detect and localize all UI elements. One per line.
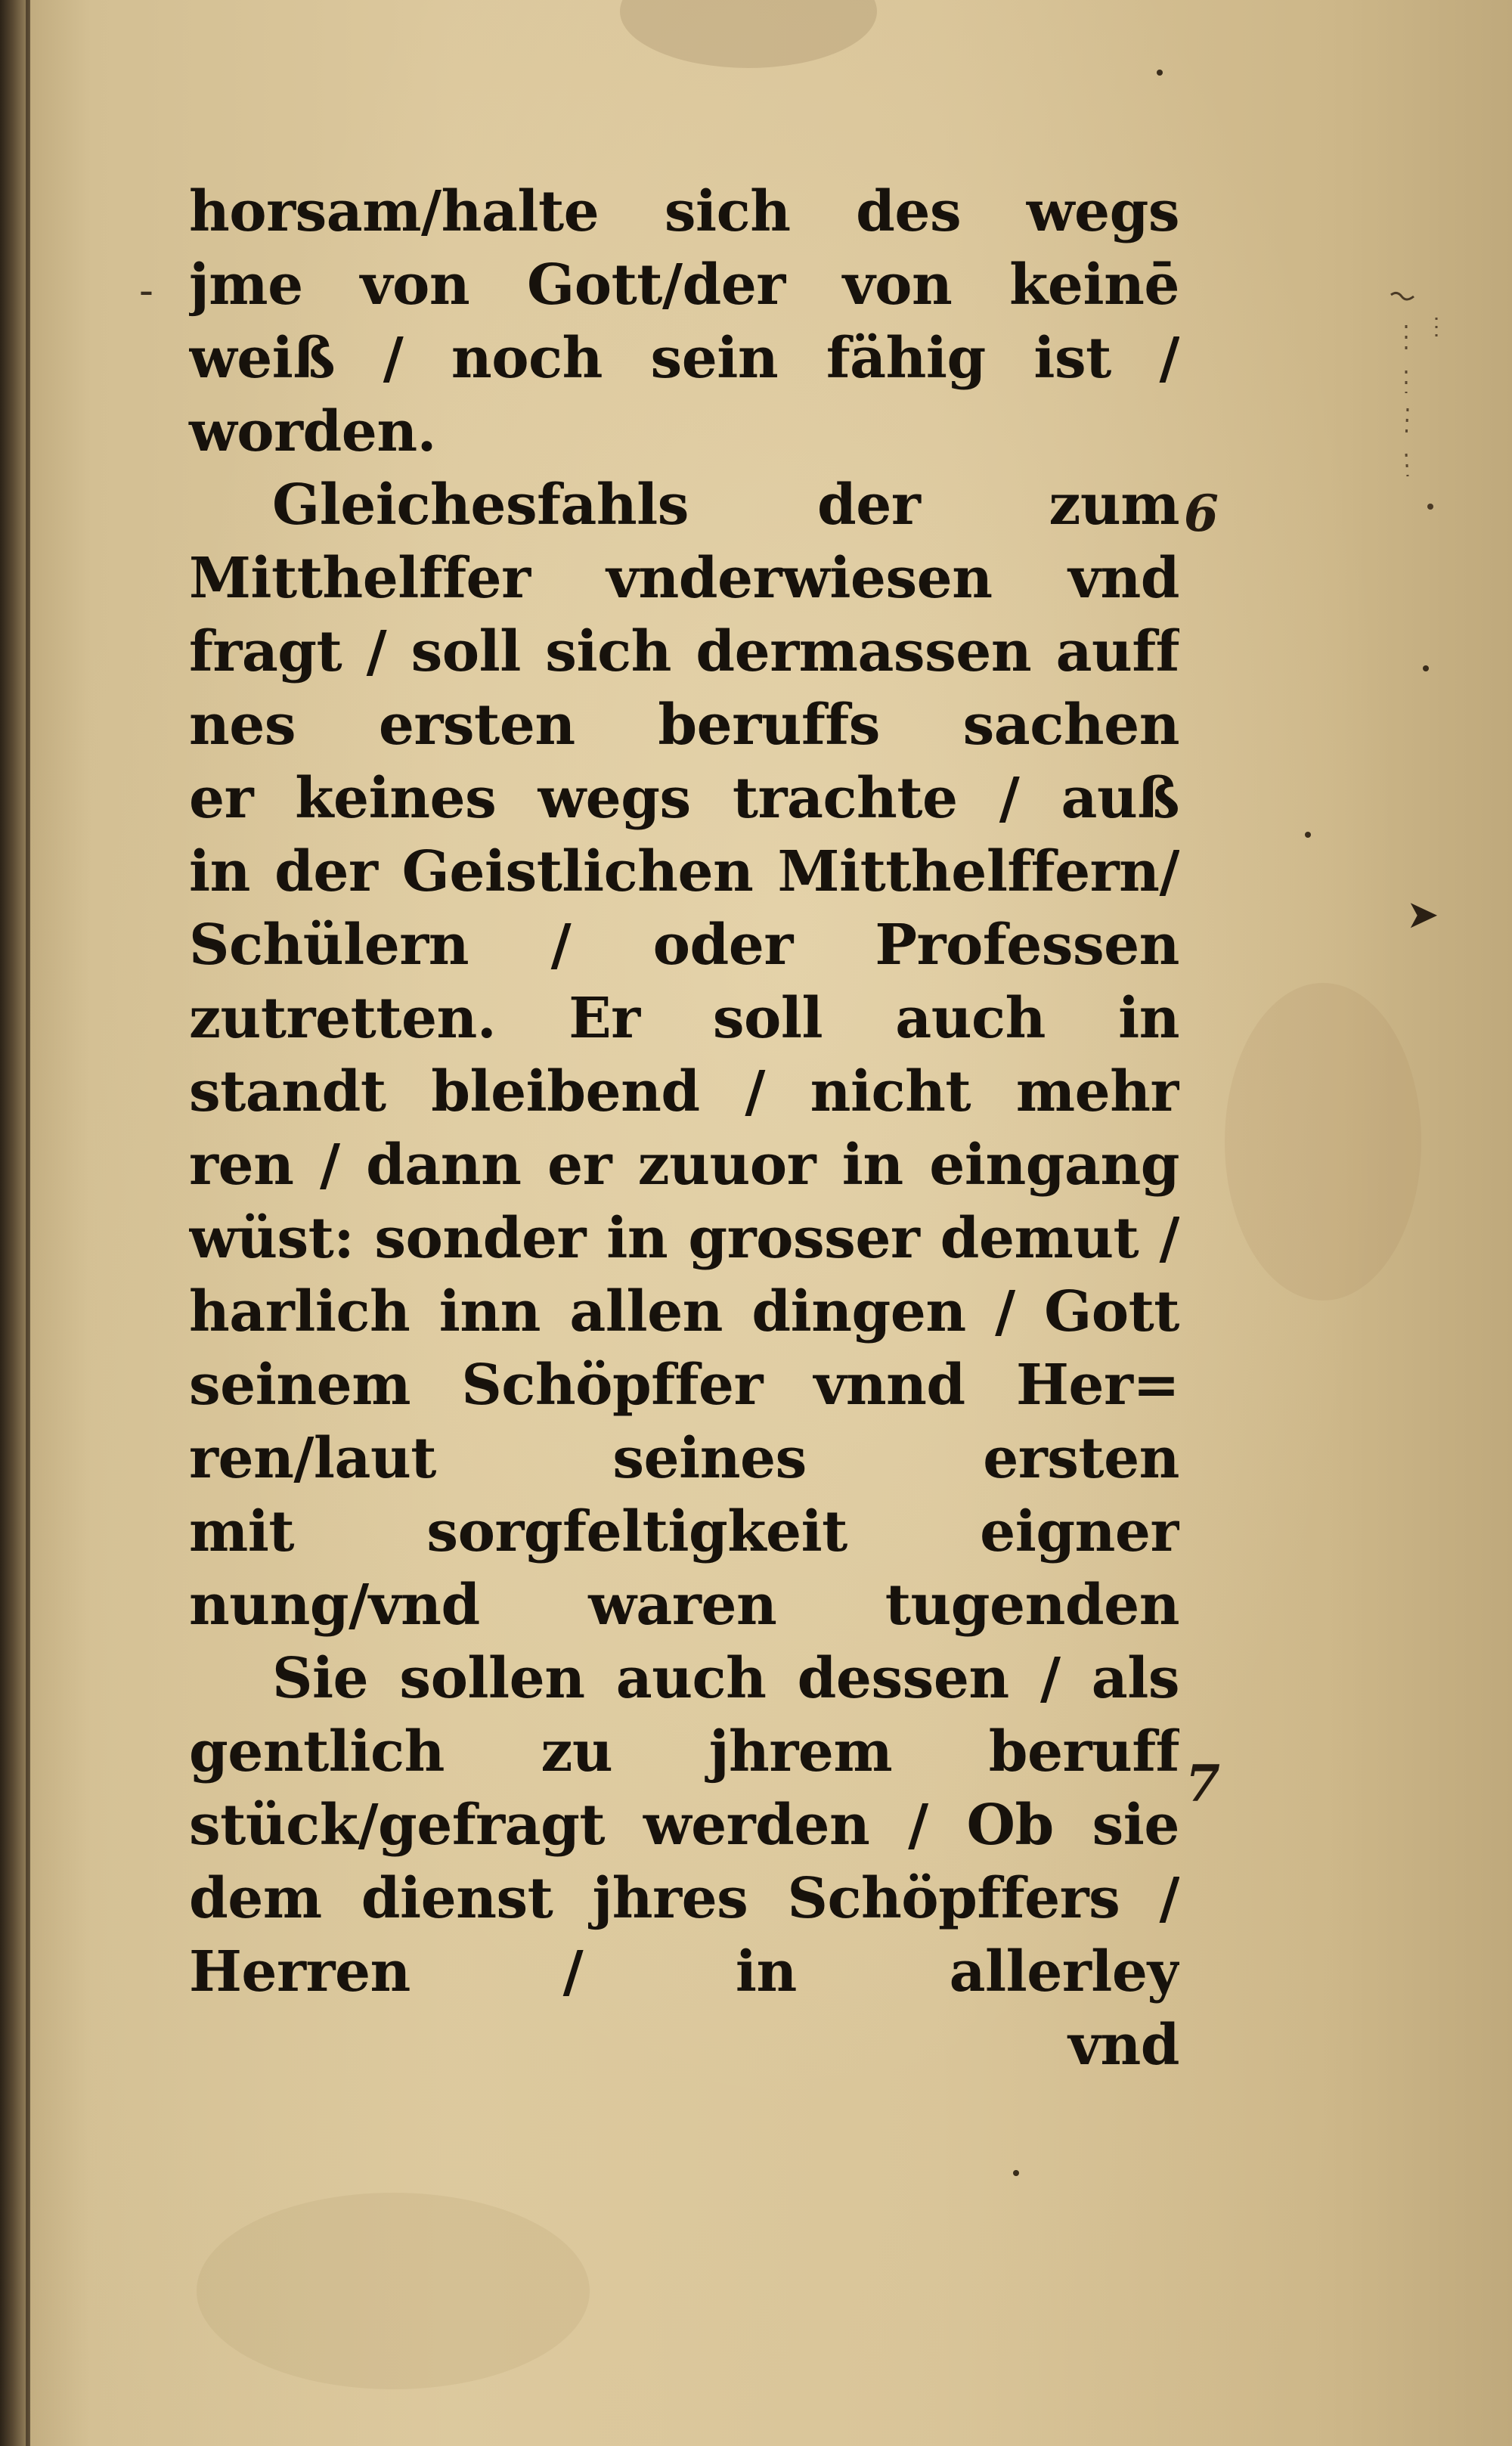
text-line: ren/laut seines ersten	[189, 1426, 1179, 1491]
paper-stain	[620, 0, 877, 68]
catchword: vnd	[1067, 2013, 1179, 2078]
text-line: Herren / in allerley	[189, 1939, 1179, 2004]
text-line: nes ersten beruffs sachen	[189, 693, 1179, 758]
text-line: fragt / soll sich dermassen auff	[189, 619, 1179, 684]
paper-stain	[197, 2193, 590, 2389]
binding-edge-line	[26, 0, 30, 2446]
text-line: gentlich zu jhrem beruff	[189, 1719, 1179, 1784]
text-line: mit sorgfeltigkeit eigner	[189, 1499, 1179, 1564]
text-line: jme von Gott/der von keinē	[189, 253, 1179, 318]
text-line: harlich inn allen dingen / Gott	[189, 1279, 1179, 1344]
margin-note-number: 6	[1184, 484, 1219, 543]
margin-note-number: 7	[1185, 1754, 1220, 1813]
text-line: dem dienst jhres Schöpffers /	[189, 1866, 1179, 1931]
text-line: Gleichesfahls der zum	[272, 473, 1179, 538]
ink-speck	[1013, 2170, 1019, 2176]
text-line: weiß / noch sein fähig ist /	[189, 326, 1179, 391]
ink-speck	[1157, 70, 1163, 76]
text-line: nung/vnd waren tugenden	[189, 1573, 1179, 1638]
text-line: horsam/halte sich des wegs	[189, 179, 1179, 244]
text-line: er keines wegs trachte / auß	[189, 766, 1179, 831]
text-line: wüst: sonder in grosser demut /	[189, 1206, 1179, 1271]
text-line: zutretten. Er soll auch in	[189, 986, 1179, 1051]
margin-dash-mark: -	[139, 266, 153, 315]
ink-speck	[1423, 665, 1429, 671]
paper-stain	[1225, 983, 1421, 1301]
margin-scribble-marks	[1383, 280, 1467, 552]
fraktur-text-block	[189, 175, 1179, 2082]
text-line: Schülern / oder Professen	[189, 913, 1179, 978]
text-line: stück/gefragt werden / Ob sie	[189, 1793, 1179, 1858]
text-line: ren / dann er zuuor in eingang	[189, 1133, 1179, 1198]
ink-speck	[1305, 832, 1311, 838]
binding-gutter	[0, 0, 29, 2446]
text-line: in der Geistlichen Mitthelffern/	[189, 839, 1179, 904]
text-line: Mitthelffer vnderwiesen vnd	[189, 546, 1179, 611]
text-line: standt bleibend / nicht mehr	[189, 1059, 1179, 1124]
text-line: worden.	[189, 399, 436, 464]
margin-arrow-mark: ➤	[1406, 892, 1439, 938]
text-line: seinem Schöpffer vnnd Her=	[189, 1353, 1179, 1418]
text-line: Sie sollen auch dessen / als	[272, 1646, 1179, 1711]
